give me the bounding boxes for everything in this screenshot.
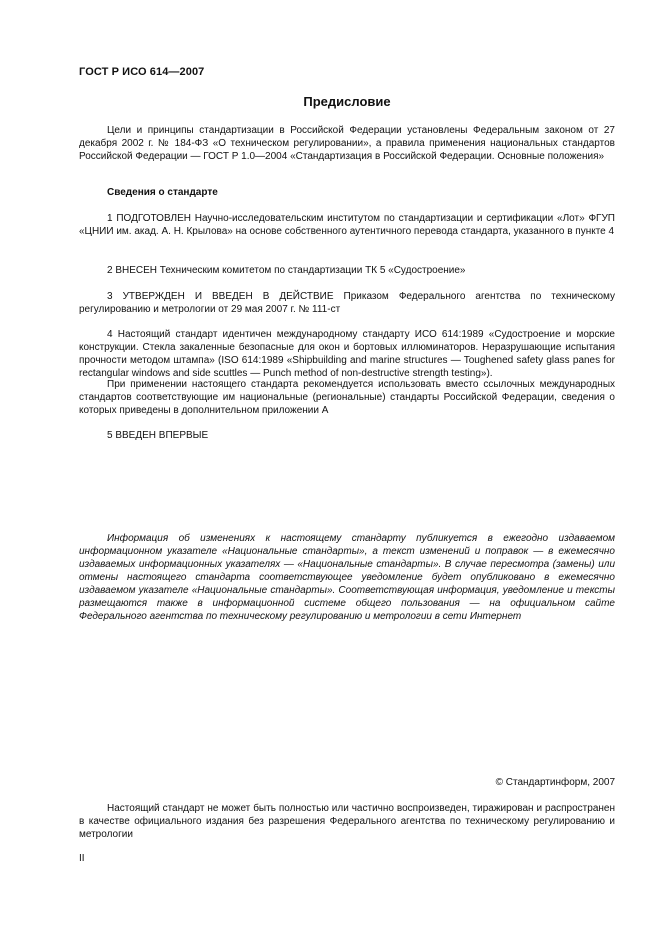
intro-paragraph: Цели и принципы стандартизации в Российской Федерации установлены Федеральным законом от 27 декабря 2002 г. № 184-ФЗ «О техническом регулировании», а правила применения национальных стандартов Российской Федерации — ГОСТ Р 1.0—2004 «Стандартизация в Российской Федерации. Основные положения»	[79, 125, 615, 162]
document-header: ГОСТ Р ИСО 614—2007	[79, 66, 205, 78]
item-1-paragraph: 1 ПОДГОТОВЛЕН Научно-исследовательским институтом по стандартизации и сертификации «Лот» ФГУП «ЦНИИ им. акад. А. Н. Крылова» на основе собственного аутентичного перевода стандарта, указанного в пункте 4	[79, 213, 615, 237]
notice-paragraph: Информация об изменениях к настоящему стандарту публикуется в ежегодно издаваемом информационном указателе «Национальные стандарты», а текст изменений и поправок — в ежемесячно издаваемых информационных указателях — «Национальные стандарты». В случае пересмотра (замены) или отмены настоящего стандарта соответствующее уведомление будет опубликовано в ежемесячно издаваемом указателе «Национальные стандарты». Соответствующая информация, уведомление и тексты размещаются также в информационной системе общего пользования — на официальном сайте Федерального агентства по техническому регулированию и метрологии в сети Интернет	[79, 533, 615, 622]
references-paragraph: При применении настоящего стандарта рекомендуется использовать вместо ссылочных международных стандартов соответствующие им национальные (региональные) стандарты Российской Федерации, сведения о которых приведены в дополнительном приложении А	[79, 379, 615, 416]
page-number: II	[79, 853, 85, 864]
item-2-paragraph: 2 ВНЕСЕН Техническим комитетом по стандартизации ТК 5 «Судостроение»	[107, 265, 466, 276]
item-4-paragraph: 4 Настоящий стандарт идентичен международному стандарту ИСО 614:1989 «Судостроение и морские конструкции. Стекла закаленные безопасные для окон и бортовых иллюминаторов. Неразрушающие испытания прочности методом штампа» (ISO 614:1989 «Shipbuilding and marine structures — Toughened safety glass panes for rectangular windows and side scuttles — Punch method of non-destructive strength testing»).	[79, 329, 615, 379]
reproduction-notice: Настоящий стандарт не может быть полностью или частично воспроизведен, тиражирован и распространен в качестве официального издания без разрешения Федерального агентства по техническому регулированию и метрологии	[79, 803, 615, 840]
page-title: Предисловие	[303, 94, 391, 109]
section-heading: Сведения о стандарте	[107, 187, 218, 198]
copyright-line: © Стандартинформ, 2007	[495, 777, 615, 788]
item-5-paragraph: 5 ВВЕДЕН ВПЕРВЫЕ	[107, 430, 209, 441]
item-3-paragraph: 3 УТВЕРЖДЕН И ВВЕДЕН В ДЕЙСТВИЕ Приказом Федерального агентства по техническому регулированию и метрологии от 29 мая 2007 г. № 111-ст	[79, 291, 615, 315]
